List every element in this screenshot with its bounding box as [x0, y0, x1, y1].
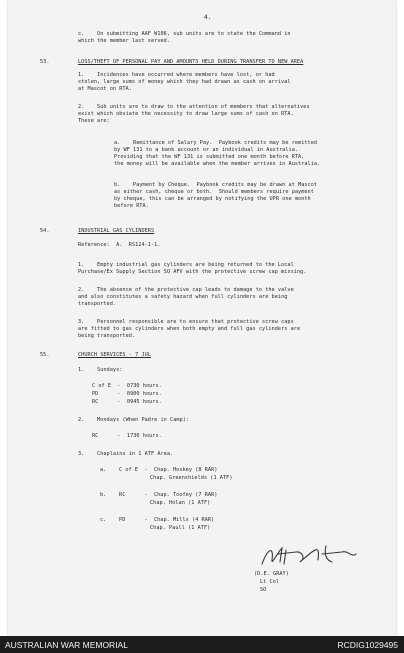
handwritten-signature: [256, 540, 366, 570]
document-page: [8, 0, 396, 636]
service-time: RC - 0945 hours.: [92, 399, 162, 405]
para-text: exist which obviate the necessity to draw large sums of cash on RTA.: [78, 111, 294, 117]
para-text: 2. Sub units are to draw to the attention of members that alternatives: [78, 104, 310, 110]
service-time: C of E - 0730 hours.: [92, 383, 162, 389]
signatory-name: (D.E. GRAY): [254, 571, 289, 577]
para-text: being transported.: [78, 333, 136, 339]
para-text: by cheque, this can be arranged by notifying the UPR one month: [114, 196, 311, 202]
section-number: 54.: [40, 228, 50, 234]
chaplain-entry: Chap. Greenshields (1 ATF): [150, 475, 233, 481]
archive-footer-bar: [0, 636, 404, 653]
para-text: b. Payment by Cheque. Paybook credits may be drawn at Mascot: [114, 182, 318, 188]
para-text: Providing that the WF 131 is submitted one month before RTA,: [114, 154, 305, 160]
para-text: at Mascot on RTA.: [78, 86, 132, 92]
page-number: 4.: [204, 14, 212, 21]
para-text: 2. The absence of the protective cap leads to damage to the valve: [78, 287, 294, 293]
para-text: 1. Incidences have occurred where members have lost, or had: [78, 72, 275, 78]
para-text: a. Remittance of Salary Pay. Paybook credits may be remitted: [114, 140, 318, 146]
chaplain-entry: c. PD - Chap. Mills (4 RAR): [100, 517, 215, 523]
chaplain-entry: b. RC - Chap. Toofey (7 RAR): [100, 492, 218, 498]
para-text: These are:: [78, 118, 110, 124]
record-id: RCDIG1029495: [337, 640, 398, 650]
para-text: by WF 131 to a bank account or an individual in Australia.: [114, 147, 299, 153]
subsection-heading: 3. Chaplains in 1 ATF Area.: [78, 451, 174, 457]
signatory-role: SO: [260, 587, 267, 593]
para-text: are fitted to gas cylinders when both empty and full gas cylinders are: [78, 326, 301, 332]
service-time: RC - 1730 hours.: [92, 433, 162, 439]
para-text: 1. Empty industrial gas cylinders are being returned to the Local: [78, 262, 294, 268]
para-text: transported.: [78, 301, 117, 307]
archive-name: AUSTRALIAN WAR MEMORIAL: [5, 640, 128, 650]
chaplain-entry: Chap. Paull (1 ATF): [150, 525, 211, 531]
para-text: stolen, large sums of money which they had drawn as cash on arrival: [78, 79, 291, 85]
subsection-heading: 1. Sundays:: [78, 367, 123, 373]
section-heading: LOSS/THEFT OF PERSONAL PAY AND AMOUNTS HELD DURING TRANSFER TO NEW AREA: [78, 59, 304, 65]
section-number: 53.: [40, 59, 50, 65]
chaplain-entry: a. C of E - Chap. Hoskey (8 RAR): [100, 467, 218, 473]
section-heading: CHURCH SERVICES - 7 JUL: [78, 352, 151, 358]
service-time: PD - 0900 hours.: [92, 391, 162, 397]
para-text: before RTA.: [114, 203, 149, 209]
para-text: the money will be available when the member arrives in Australia.: [114, 161, 321, 167]
para-text: which the member last served.: [78, 38, 171, 44]
para-text: 3. Personnel responsible are to ensure that protective screw caps: [78, 319, 294, 325]
section-number: 55.: [40, 352, 50, 358]
para-text: c. On submitting AAF W106, sub units are to state the Command in: [78, 31, 291, 37]
section-heading: INDUSTRIAL GAS CYLINDERS: [78, 228, 155, 234]
subsection-heading: 2. Mondays (When Padre in Camp):: [78, 417, 190, 423]
para-text: as either cash, cheque or both. Should members require payment: [114, 189, 314, 195]
signatory-rank: Lt Col: [260, 579, 280, 585]
reference-line: Reference: A. RS124-1-1.: [78, 242, 161, 248]
chaplain-entry: Chap. Holan (1 ATF): [150, 500, 211, 506]
para-text: Purchase/Ex Supply Section SQ AFV with the protective screw cap missing.: [78, 269, 307, 275]
para-text: and also constitutes a safety hazard when full cylinders are being: [78, 294, 288, 300]
